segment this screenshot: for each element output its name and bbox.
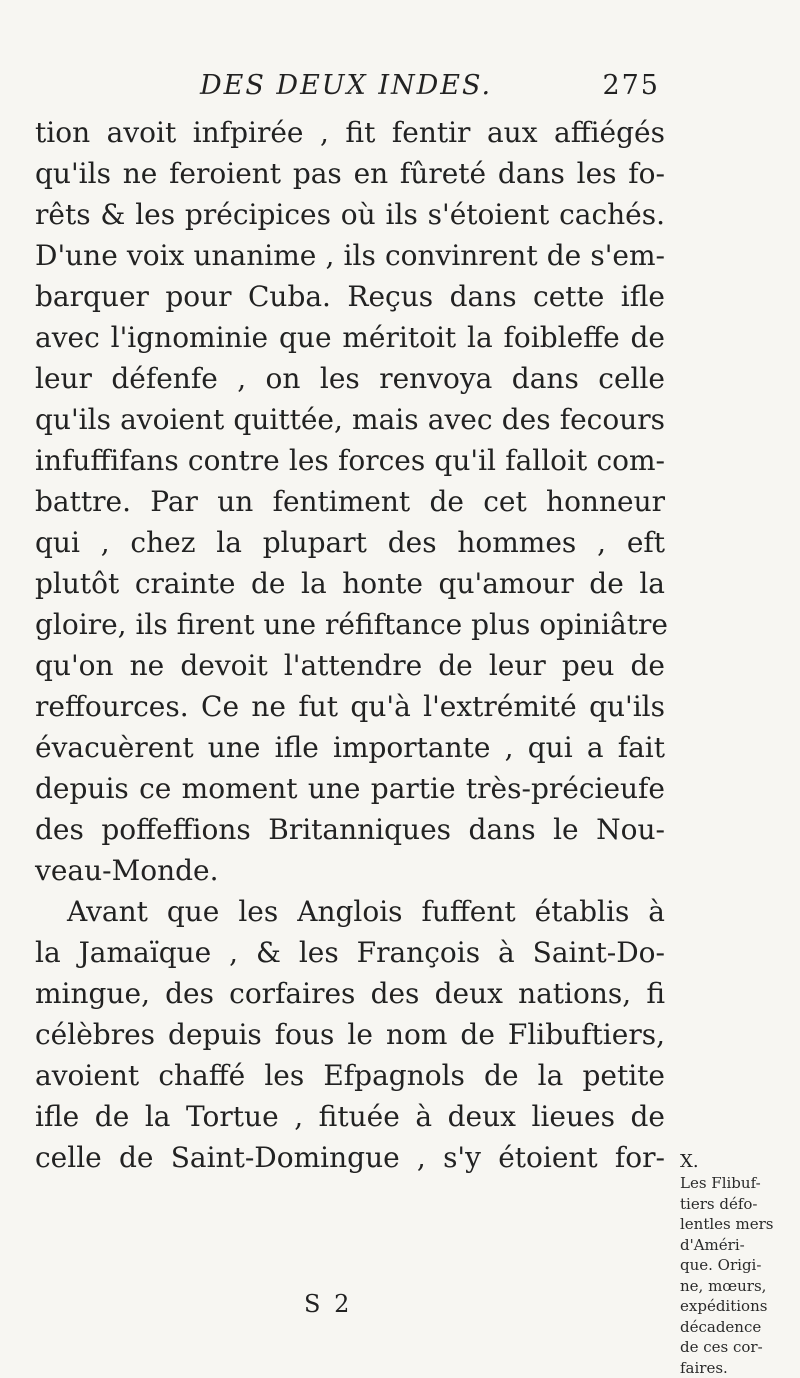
text-line: celle de Saint-Domingue , s'y étoient for- [35, 1137, 665, 1178]
text-line: des poffeffions Britanniques dans le Nou- [35, 809, 665, 850]
text-line: D'une voix unanime , ils convinrent de s'em- [35, 235, 665, 276]
text-line: leur défenfe , on les renvoya dans celle [35, 358, 665, 399]
text-line: avoient chaffé les Efpagnols de la petite [35, 1055, 665, 1096]
text-line: mingue, des corfaires des deux nations, fi [35, 973, 665, 1014]
text-line: évacuèrent une ifle importante , qui a fait [35, 727, 665, 768]
section-number: X. [680, 1151, 699, 1172]
text-line: depuis ce moment une partie très-précieufe [35, 768, 665, 809]
marginal-note-line: ne, mœurs, [680, 1276, 790, 1297]
header-title: DES DEUX INDES. [200, 70, 492, 101]
text-line: barquer pour Cuba. Reçus dans cette ifle [35, 276, 665, 317]
marginal-note-line: décadence [680, 1317, 790, 1338]
marginal-note-line: que. Origi- [680, 1255, 790, 1276]
text-line: avec l'ignominie que méritoit la foibleffe de [35, 317, 665, 358]
marginal-note-line: tiers défo- [680, 1194, 790, 1215]
text-line: qu'ils ne feroient pas en fûreté dans les fo- [35, 153, 665, 194]
marginal-note-line: expéditions [680, 1296, 790, 1317]
text-line: qui , chez la plupart des hommes , eft [35, 522, 665, 563]
page-number: 275 [602, 70, 660, 101]
marginal-note [680, 1173, 790, 1378]
marginal-note-line: de ces cor- [680, 1337, 790, 1358]
signature-mark: S 2 [304, 1290, 352, 1318]
text-line: battre. Par un fentiment de cet honneur [35, 481, 665, 522]
text-line: ifle de la Tortue , fituée à deux lieues de [35, 1096, 665, 1137]
text-line: plutôt crainte de la honte qu'amour de la [35, 563, 665, 604]
text-line: veau-Monde. [35, 850, 665, 891]
marginal-note-line: faires. [680, 1358, 790, 1378]
text-line: reffources. Ce ne fut qu'à l'extrémité qu'ils [35, 686, 665, 727]
marginal-note-line: lentles mers [680, 1214, 790, 1235]
text-line: infuffifans contre les forces qu'il falloit com- [35, 440, 665, 481]
marginal-note-line: d'Améri- [680, 1235, 790, 1256]
text-line: gloire, ils firent une réfiftance plus opiniâtre [35, 604, 665, 645]
main-text [35, 112, 665, 1178]
text-line: tion avoit infpirée , fit fentir aux affiégés [35, 112, 665, 153]
text-line: rêts & les précipices où ils s'étoient cachés. [35, 194, 665, 235]
marginal-note-line: Les Flibuf- [680, 1173, 790, 1194]
text-line: la Jamaïque , & les François à Saint-Do- [35, 932, 665, 973]
text-line: qu'on ne devoit l'attendre de leur peu de [35, 645, 665, 686]
text-line: célèbres depuis fous le nom de Flibuftiers, [35, 1014, 665, 1055]
text-line: qu'ils avoient quittée, mais avec des fecours [35, 399, 665, 440]
text-line: Avant que les Anglois fuffent établis à [35, 891, 665, 932]
running-header [200, 70, 660, 110]
